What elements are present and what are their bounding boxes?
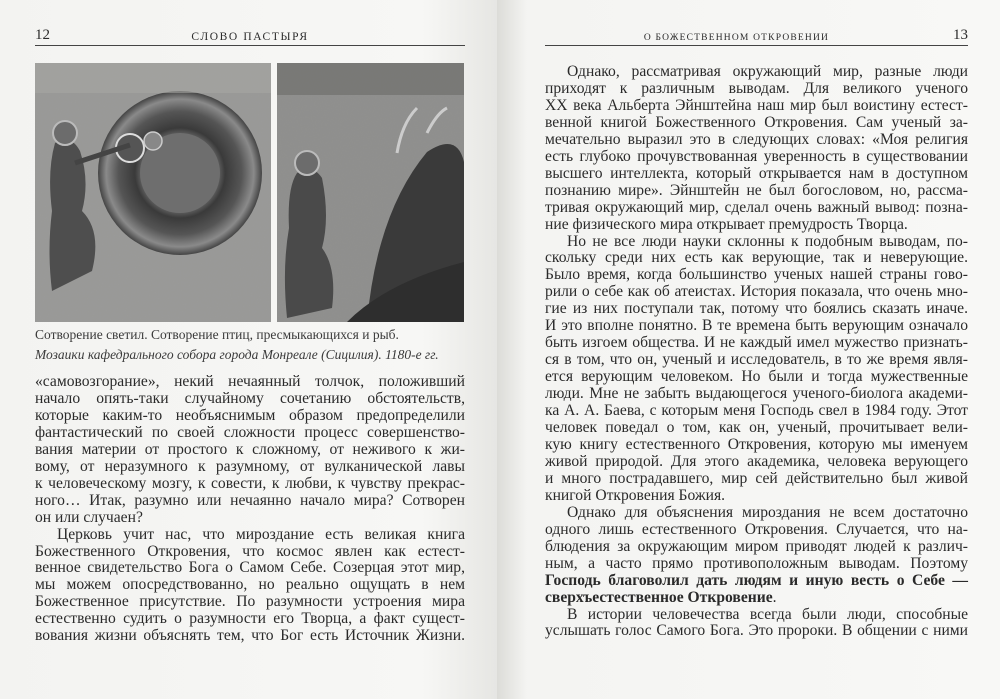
text-line: Божественное присутствие. По разумности устроения мира [35,593,465,611]
text-line: ным, а часто прямо противоположным выводам. Поэтому [545,554,968,572]
text-line: он или случаен? [35,508,143,526]
bold-text-line: Господь благоволил дать людям и иную весть о Себе — [545,571,968,589]
text-line: приходят к различным выводам. Для великого ученого [545,79,968,97]
right-page [497,0,1000,699]
text-line: XX века Альберта Эйнштейна наш мир был воистину естест- [545,96,968,114]
text-line: вования жизни объяснять тем, что Бог есть Источник Жизни. [35,627,465,645]
text-line: к человеческому мозгу, к совести, к любви, к чувству прекрас- [35,474,465,492]
text-line: мечательно выразил это в следующих словах: «Моя религия [545,130,968,148]
text-line: кую книгу естественного Откровения, которую мы именуем [545,435,968,453]
text-line: Божественного Откровения, что космос явлен как естест- [35,542,465,560]
figure-caption [35,325,475,365]
left-page [0,0,497,699]
text-line: скольку среди них есть как верующие, так и неверующие. [545,249,968,267]
bold-text: сверхъестественное Откровение [545,588,773,606]
text-line: ется верующим человеком. Но были и тогда мужественные [545,368,968,386]
period: . [772,588,777,606]
text-line: начало опять-таки случайному сочетанию обстоятельств, [35,389,465,407]
text-line: Было время, когда большинство ученых нашей страны гово- [545,266,968,284]
paragraph-start: Однако, рассматривая окружающий мир, разные люди [567,63,968,80]
left-body-text [35,374,465,645]
text-line: книгой Откровения Божия. [545,486,726,504]
paragraph-start: Но не все люди науки склонны к подобным выводам, по- [567,232,968,250]
text-line: высшего интеллекта, который открывается нам в доступном [545,164,968,182]
running-title: О БОЖЕСТВЕННОМ ОТКРОВЕНИИ [643,33,830,43]
text-line [545,590,968,607]
text-line: гие из них поступали так, потому что боялись сказать иначе. [545,300,968,318]
text-line: ние физического мира открывает премудрость Творца. [545,215,908,233]
text-line: познанию мире». Эйнштейн не был богословом, но, рассма- [545,181,968,199]
text-line: человек поведал о том, как он, ученый, прочитывает вели- [545,419,968,437]
running-title: СЛОВО ПАСТЫРЯ [191,31,309,43]
right-body-text [545,64,968,640]
text-line: ка А. А. Баева, с которым меня Господь свел в 1984 году. Этот [545,402,968,420]
paragraph-start: Церковь учит нас, что мироздание есть великая книга [57,525,465,543]
text-line: естественно судить о разумности его Творца, а факт сущест- [35,610,465,628]
text-line: венное свидетельство Бога о Самом Себе. Созерцая этот мир, [35,559,465,577]
text-line: есть глубоко прочувствованная уверенность в существовании [545,147,968,165]
text-line: услышать голос Самого Бога. Это пророки. В общении с ними [545,622,968,640]
text-line: И это вполне понятно. В те времена быть верующим означало [545,317,968,335]
text-line: одного лишь естественного Откровения. Случается, что на- [545,520,968,538]
text-line: ного… Итак, разумно или нечаянно начало мира? Сотворен [35,491,465,509]
text-line: вому, от неразумного к разумному, от вулканической лавы [35,457,465,475]
running-header [35,27,465,46]
page-number: 12 [35,27,50,43]
text-line: которые каким-то необъяснимым образом предопределили [35,406,465,424]
running-header [545,27,968,46]
text-line: ся в том, что он, ученый и исследователь, в то же время явля- [545,351,968,369]
text-line: быть изгоем общества. И не каждый имел мужество признать- [545,334,968,352]
text-line: блюдения за окружающим миром приводят людей к различ- [545,537,968,555]
mosaic-creation-of-lights [35,63,271,322]
text-line: тривая окружающий мир, сделал очень важный вывод: позна- [545,198,968,216]
text-line: «самовозгорание», некий нечаянный толчок, положивший [35,373,465,390]
page-number: 13 [953,27,968,43]
caption-title: Сотворение светил. Сотворение птиц, пресмыкающихся и рыб. [35,327,399,342]
text-line: и много пострадавшего, мир сей действительно был живой [545,469,968,487]
text-line: венной книгой Божественного Откровения. Сам ученый за- [545,113,968,131]
caption-source: Мозаики кафедрального собора города Монреале (Сицилия). 1180-е гг. [35,347,439,362]
paragraph-start: В истории человечества всегда были люди, способные [567,605,968,623]
paragraph-start: Однако для объяснения мироздания не всем достаточно [567,503,968,521]
mosaic-creation-of-birds-and-fish [277,63,464,322]
text-line: рили о себе как об атеистах. История показала, что очень мно- [545,283,968,301]
text-line: мы можем опосредствованно, но реально ощущать в нем [35,576,465,594]
text-line: люди. Мне не забыть выдающегося ученого-биолога академи- [545,385,968,403]
text-line: фантастический по своей сложности процесс совершенство- [35,423,465,441]
text-line: живой природой. Для этого академика, человека верующего [545,452,968,470]
text-line: вания материи от простого к сложному, от неживого к жи- [35,440,465,458]
